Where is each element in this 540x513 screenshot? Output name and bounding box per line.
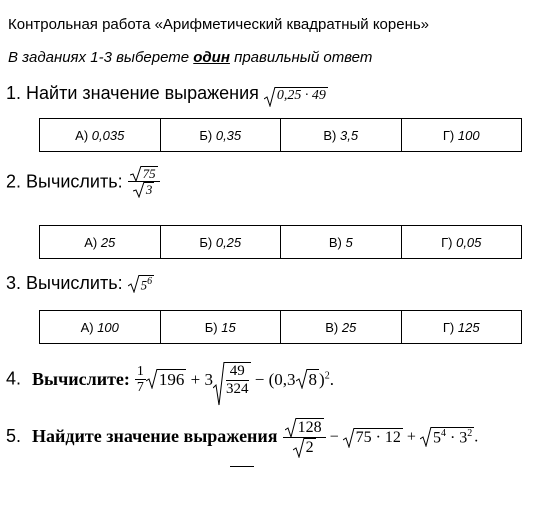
option-d[interactable]: Г) 100 [401, 119, 522, 152]
radical-sign-icon [133, 182, 145, 198]
radical-sign-icon [128, 275, 140, 293]
option-c[interactable]: В) 25 [281, 311, 402, 344]
instruction-after: правильный ответ [229, 49, 373, 66]
task-5-number: 5. [6, 425, 22, 446]
divider-line [230, 466, 254, 467]
option-c[interactable]: В) 3,5 [281, 119, 402, 152]
task-4-number: 4. [6, 368, 22, 389]
task-3-radical: $5^6$ [128, 275, 155, 293]
task-4-label: Вычислите: [32, 368, 130, 389]
task-4 [6, 362, 334, 398]
task-2 [6, 166, 160, 198]
task-2-fraction: $\frac{75}{3}$ [128, 166, 160, 198]
task-1-radical [264, 87, 328, 104]
task-5 [6, 418, 478, 457]
task-3-label: 3. Вычислить: [6, 273, 123, 293]
instruction [8, 49, 372, 66]
option-a[interactable]: А) 0,035 [40, 119, 161, 152]
task-1-options [39, 118, 522, 152]
option-b[interactable]: Б) 15 [160, 311, 281, 344]
radical-sign-icon [343, 428, 355, 448]
task-1-expression: 0,25 · 49 [276, 88, 326, 103]
option-c[interactable]: В) 5 [281, 226, 402, 259]
task-5-label: Найдите значение выражения [32, 425, 278, 446]
option-b[interactable]: Б) 0,25 [160, 226, 281, 259]
task-3-options [39, 310, 522, 344]
instruction-before: В заданиях 1-3 выберете [8, 49, 194, 66]
task-3 [6, 273, 154, 294]
radical-sign-icon [296, 369, 308, 389]
radical-sign-icon [285, 418, 297, 438]
task-4-expression: $\frac{1}{7}$ 196 + 3 $\frac{49}{324}$ − (0,3 8 )$^2$. [135, 369, 334, 388]
radical-sign-icon [130, 166, 142, 182]
instruction-emphasis: один [193, 49, 230, 66]
radical-sign-icon [420, 427, 432, 447]
option-b[interactable]: Б) 0,35 [160, 119, 281, 152]
radical-sign-icon [293, 438, 305, 458]
radical-sign-icon [213, 362, 225, 406]
radical-sign-icon [264, 87, 276, 107]
page-title: Контрольная работа «Арифметический квадратный корень» [8, 16, 430, 33]
task-1-label: 1. Найти значение выражения [6, 83, 259, 103]
radical-sign-icon [146, 369, 158, 389]
task-1 [6, 83, 328, 104]
task-2-label: 2. Вычислить: [6, 171, 123, 192]
option-d[interactable]: Г) 125 [401, 311, 522, 344]
option-a[interactable]: А) 100 [40, 311, 161, 344]
task-2-options [39, 225, 522, 259]
option-d[interactable]: Г) 0,05 [401, 226, 522, 259]
option-a[interactable]: А) 25 [40, 226, 161, 259]
task-5-expression: $\frac{128}{2}$ − 75 · 12 + $5^4 \cdot 3^2$ . [283, 428, 479, 445]
